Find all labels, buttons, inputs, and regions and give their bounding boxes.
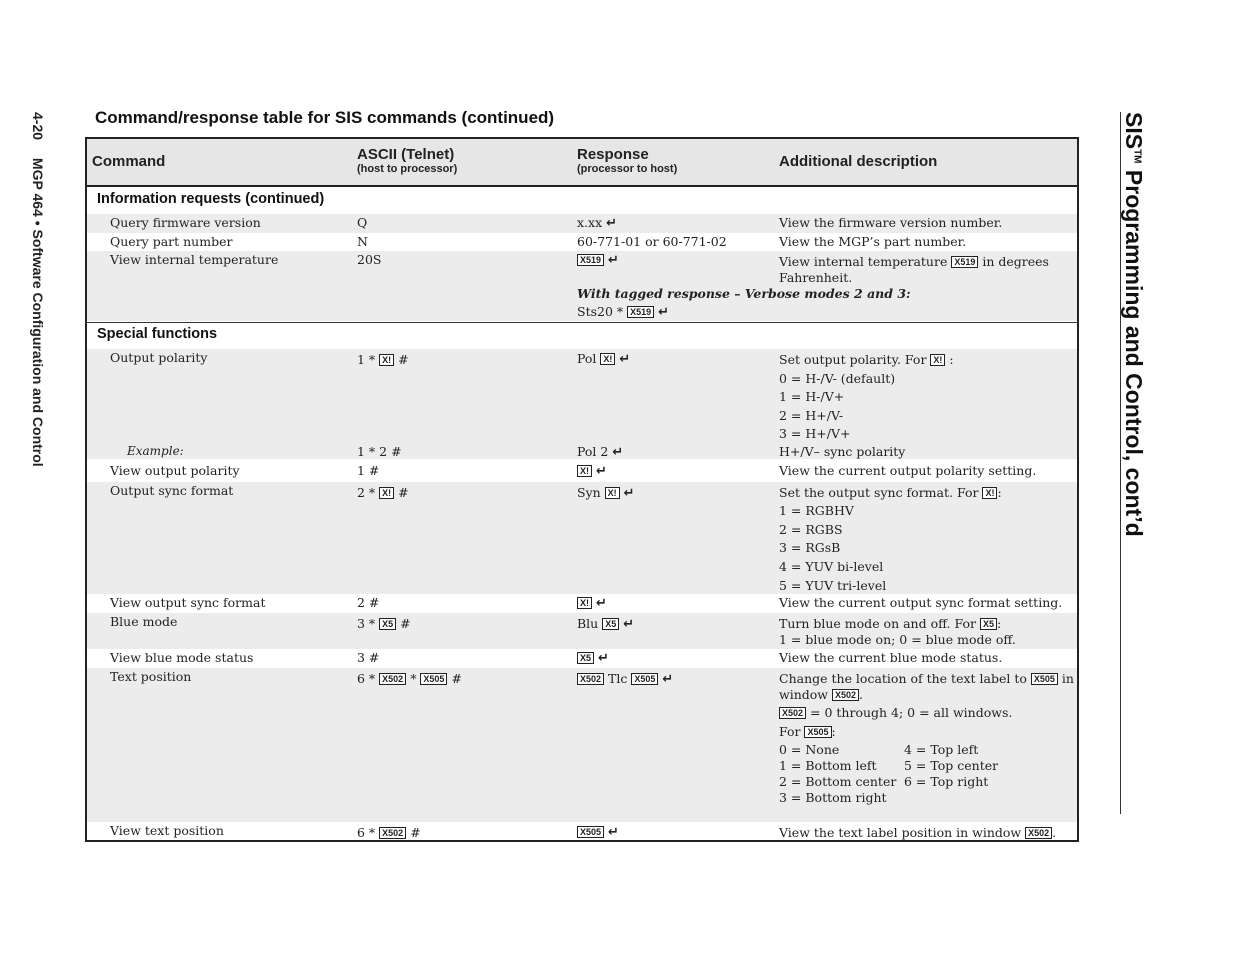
variable-box: X! bbox=[379, 354, 394, 366]
section-information-requests: Information requests (continued) bbox=[97, 191, 325, 207]
variable-box: X! bbox=[930, 354, 945, 366]
polarity-option: 1 = H-/V+ bbox=[779, 389, 845, 404]
variable-box: X5 bbox=[577, 652, 594, 664]
polarity-option: 2 = H+/V- bbox=[779, 408, 844, 423]
variable-box: X502 bbox=[832, 689, 859, 701]
section-special-functions: Special functions bbox=[97, 326, 218, 342]
cmd-output-sync: Output sync format bbox=[110, 483, 234, 498]
text-position-option: 1 = Bottom left bbox=[779, 758, 877, 773]
desc-view-text-position: View the text label position in window X502 . bbox=[779, 825, 1057, 840]
variable-box: X! bbox=[379, 487, 394, 499]
enter-icon: ↵ bbox=[598, 651, 609, 666]
resp-view-temperature bbox=[577, 252, 619, 269]
left-running-head bbox=[30, 112, 46, 467]
tagged-response: Sts20 * X519 ↵ bbox=[577, 304, 670, 320]
variable-box: X5 bbox=[980, 618, 997, 630]
variable-box: X502 bbox=[1025, 827, 1052, 839]
resp-text-position: X502 Tlc X505 ↵ bbox=[577, 671, 673, 688]
desc-blue-mode: Turn blue mode on and off. For X5 : 1 = blue mode on; 0 = blue mode off. bbox=[779, 616, 1016, 647]
variable-box: X! bbox=[577, 597, 592, 609]
cmd-query-firmware: Query firmware version bbox=[110, 215, 261, 230]
table-header bbox=[87, 139, 1077, 187]
enter-icon: ↵ bbox=[606, 216, 618, 231]
sync-option: 2 = RGBS bbox=[779, 522, 843, 537]
variable-box: X505 bbox=[1031, 673, 1058, 685]
resp-view-sync bbox=[577, 595, 607, 612]
variable-box: X! bbox=[982, 487, 997, 499]
enter-icon: ↵ bbox=[612, 445, 624, 460]
sync-option: 3 = RGsB bbox=[779, 540, 841, 555]
variable-box: X505 bbox=[420, 673, 447, 685]
variable-box: X519 bbox=[577, 254, 604, 266]
ascii-blue-mode: 3 * X5 # bbox=[357, 616, 411, 631]
command-table bbox=[85, 137, 1079, 842]
text-position-option: 2 = Bottom center bbox=[779, 774, 897, 789]
enter-icon: ↵ bbox=[595, 596, 607, 611]
ascii-text-position: 6 * X502 * X505 # bbox=[357, 671, 462, 686]
cmd-view-sync: View output sync format bbox=[110, 595, 266, 610]
sync-option: 5 = YUV tri-level bbox=[779, 578, 887, 593]
example-label: Example: bbox=[127, 444, 184, 458]
text-position-option: 6 = Top right bbox=[904, 774, 989, 789]
polarity-option: 3 = H+/V+ bbox=[779, 426, 851, 441]
cmd-view-blue-mode: View blue mode status bbox=[110, 650, 254, 665]
variable-box: X505 bbox=[577, 826, 604, 838]
enter-icon: ↵ bbox=[595, 464, 607, 479]
text-position-option: 0 = None bbox=[779, 742, 840, 757]
resp-output-polarity: Pol X! ↵ bbox=[577, 351, 631, 367]
variable-box: X502 bbox=[379, 827, 406, 839]
resp-output-sync: Syn X! ↵ bbox=[577, 485, 635, 501]
ascii-polarity-example: 1 * 2 # bbox=[357, 444, 402, 459]
sync-option: 1 = RGBHV bbox=[779, 503, 854, 518]
ascii-output-sync: 2 * X! # bbox=[357, 485, 409, 500]
desc-output-polarity: Set output polarity. For X! : bbox=[779, 352, 954, 367]
enter-icon: ↵ bbox=[608, 253, 619, 268]
resp-query-part-number: 60-771-01 or 60-771-02 bbox=[577, 234, 727, 249]
desc-query-firmware: View the firmware version number. bbox=[779, 215, 1003, 230]
variable-box: X502 bbox=[577, 673, 604, 685]
desc-text-window-range: X502 = 0 through 4; 0 = all windows. bbox=[779, 705, 1012, 721]
desc-text-position: Change the location of the text label to X505 in window X502 . bbox=[779, 671, 1074, 702]
variable-box: X! bbox=[600, 353, 615, 365]
resp-view-text-position bbox=[577, 824, 619, 841]
ascii-view-output-polarity: 1 # bbox=[357, 463, 380, 478]
header-command: Command bbox=[92, 153, 166, 170]
cmd-view-output-polarity: View output polarity bbox=[110, 463, 240, 478]
header-response: Response (processor to host) bbox=[577, 146, 678, 175]
cmd-query-part-number: Query part number bbox=[110, 234, 233, 249]
enter-icon: ↵ bbox=[608, 825, 619, 840]
page-number: 4-20 bbox=[30, 112, 46, 141]
enter-icon: ↵ bbox=[623, 617, 635, 632]
ascii-output-polarity: 1 * X! # bbox=[357, 352, 409, 367]
enter-icon: ↵ bbox=[619, 352, 631, 367]
variable-box: X505 bbox=[804, 726, 831, 738]
desc-view-output-polarity: View the current output polarity setting. bbox=[779, 463, 1037, 478]
variable-box: X505 bbox=[631, 673, 658, 685]
variable-box: X502 bbox=[379, 673, 406, 685]
section-divider bbox=[87, 322, 1077, 323]
text-position-option: 3 = Bottom right bbox=[779, 790, 887, 805]
ascii-view-sync: 2 # bbox=[357, 595, 380, 610]
resp-view-blue-mode bbox=[577, 650, 609, 667]
tagged-response-note: With tagged response – Verbose modes 2 and 3: bbox=[577, 286, 911, 301]
desc-query-part-number: View the MGP’s part number. bbox=[779, 234, 967, 249]
table-title: Command/response table for SIS commands (continued) bbox=[95, 108, 555, 127]
ascii-query-firmware: Q bbox=[357, 215, 368, 230]
variable-box: X5 bbox=[379, 618, 396, 630]
variable-box: X519 bbox=[627, 306, 654, 318]
variable-box: X5 bbox=[602, 618, 619, 630]
cmd-view-temperature: View internal temperature bbox=[110, 252, 279, 267]
cmd-text-position: Text position bbox=[110, 669, 192, 684]
cmd-view-text-position: View text position bbox=[110, 823, 224, 838]
resp-blue-mode: Blu X5 ↵ bbox=[577, 616, 635, 632]
enter-icon: ↵ bbox=[623, 486, 635, 501]
ascii-view-temperature: 20S bbox=[357, 252, 382, 267]
variable-box: X519 bbox=[951, 256, 978, 268]
desc-output-sync: Set the output sync format. For X! : bbox=[779, 485, 1002, 500]
variable-box: X! bbox=[605, 487, 620, 499]
variable-box: X! bbox=[577, 465, 592, 477]
desc-view-temperature: View internal temperature X519 in degrees Fahrenheit. bbox=[779, 254, 1049, 285]
desc-text-for: For X505 : bbox=[779, 724, 836, 739]
ascii-view-text-position: 6 * X502 # bbox=[357, 825, 421, 840]
chapter-title: SIS™ Programming and Control, cont’d bbox=[1121, 112, 1147, 537]
header-ascii: ASCII (Telnet) (host to processor) bbox=[357, 146, 458, 175]
text-position-option: 4 = Top left bbox=[904, 742, 979, 757]
desc-view-blue-mode: View the current blue mode status. bbox=[779, 650, 1003, 665]
resp-polarity-example: Pol 2 ↵ bbox=[577, 444, 624, 460]
header-description: Additional description bbox=[779, 153, 938, 170]
desc-view-sync: View the current output sync format setting. bbox=[779, 595, 1063, 610]
resp-view-output-polarity bbox=[577, 463, 607, 480]
ascii-view-blue-mode: 3 # bbox=[357, 650, 380, 665]
desc-polarity-example: H+/V– sync polarity bbox=[779, 444, 906, 459]
text-position-option: 5 = Top center bbox=[904, 758, 999, 773]
variable-box: X502 bbox=[779, 707, 806, 719]
enter-icon: ↵ bbox=[662, 672, 674, 687]
margin-divider bbox=[1120, 112, 1121, 814]
ascii-query-part-number: N bbox=[357, 234, 368, 249]
enter-icon: ↵ bbox=[658, 305, 670, 320]
cmd-blue-mode: Blue mode bbox=[110, 614, 178, 629]
cmd-output-polarity: Output polarity bbox=[110, 350, 208, 365]
sync-option: 4 = YUV bi-level bbox=[779, 559, 884, 574]
polarity-option: 0 = H-/V- (default) bbox=[779, 371, 896, 386]
manual-section-title: MGP 464 • Software Configuration and Control bbox=[30, 157, 46, 467]
resp-query-firmware: x.xx ↵ bbox=[577, 215, 618, 231]
